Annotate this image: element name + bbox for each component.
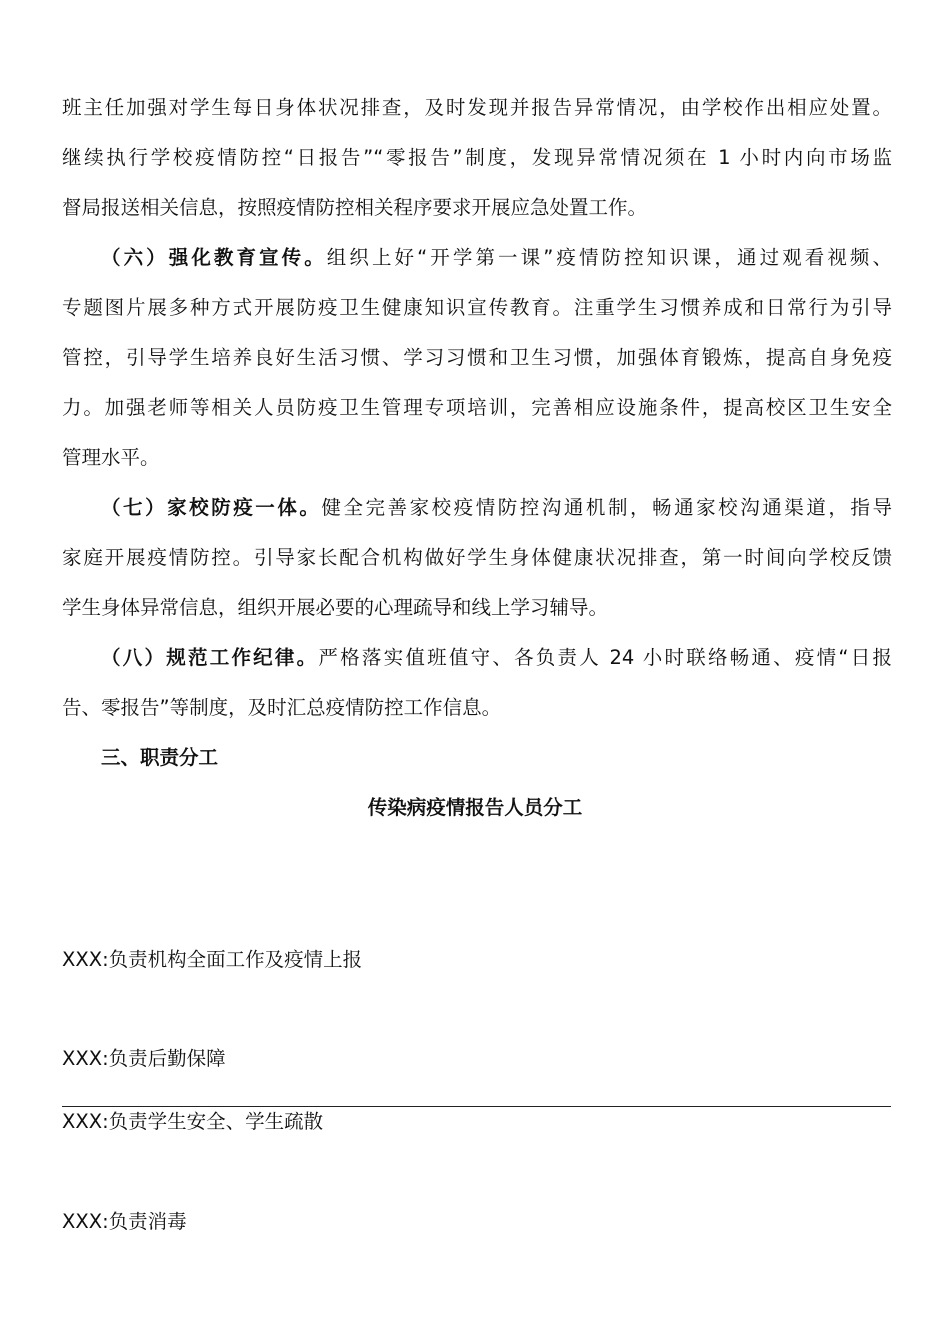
item8-first-line (101, 645, 892, 671)
duty-item: XXX:负责消毒 (62, 1210, 187, 1233)
item8-text: 严格落实值班值守、各负责人 24 小时联络畅通、疫情“日报 (318, 646, 892, 669)
paragraph-line: 督局报送相关信息，按照疫情防控相关程序要求开展应急处置工作。 (62, 196, 648, 219)
divider-line (62, 1106, 891, 1107)
item6-text: 组织上好“开学第一课”疫情防控知识课，通过观看视频、 (326, 246, 892, 269)
section-heading: 三、职责分工 (101, 746, 219, 769)
paragraph-line: 继续执行学校疫情防控“日报告”“零报告”制度，发现异常情况须在 1 小时内向市场监 (62, 146, 892, 169)
table-title: 传染病疫情报告人员分工 (367, 796, 583, 819)
item6-first-line (101, 245, 892, 271)
paragraph-line: 管控，引导学生培养良好生活习惯、学习习惯和卫生习惯，加强体育锻炼，提高自身免疫 (62, 346, 892, 369)
duty-item: XXX:负责后勤保障 (62, 1047, 226, 1070)
paragraph-line: 家庭开展疫情防控。引导家长配合机构做好学生身体健康状况排查，第一时间向学校反馈 (62, 546, 892, 569)
paragraph-line: 班主任加强对学生每日身体状况排查，及时发现并报告异常情况，由学校作出相应处置。 (62, 96, 892, 119)
paragraph-line: 学生身体异常信息，组织开展必要的心理疏导和线上学习辅导。 (62, 596, 609, 619)
paragraph-line: 管理水平。 (62, 446, 160, 469)
item8-heading: （八）规范工作纪律。 (101, 646, 319, 669)
item7-text: 健全完善家校疫情防控沟通机制，畅通家校沟通渠道，指导 (321, 496, 892, 519)
item6-heading: （六）强化教育宣传。 (101, 246, 327, 269)
paragraph-line: 告、零报告”等制度，及时汇总疫情防控工作信息。 (62, 696, 502, 719)
paragraph-line: 力。加强老师等相关人员防疫卫生管理专项培训，完善相应设施条件，提高校区卫生安全 (62, 396, 892, 419)
item7-first-line (101, 495, 892, 521)
duty-item: XXX:负责学生安全、学生疏散 (62, 1110, 324, 1133)
item7-heading: （七）家校防疫一体。 (101, 496, 322, 519)
paragraph-line: 专题图片展多种方式开展防疫卫生健康知识宣传教育。注重学生习惯养成和日常行为引导 (62, 296, 892, 319)
duty-item: XXX:负责机构全面工作及疫情上报 (62, 948, 363, 971)
